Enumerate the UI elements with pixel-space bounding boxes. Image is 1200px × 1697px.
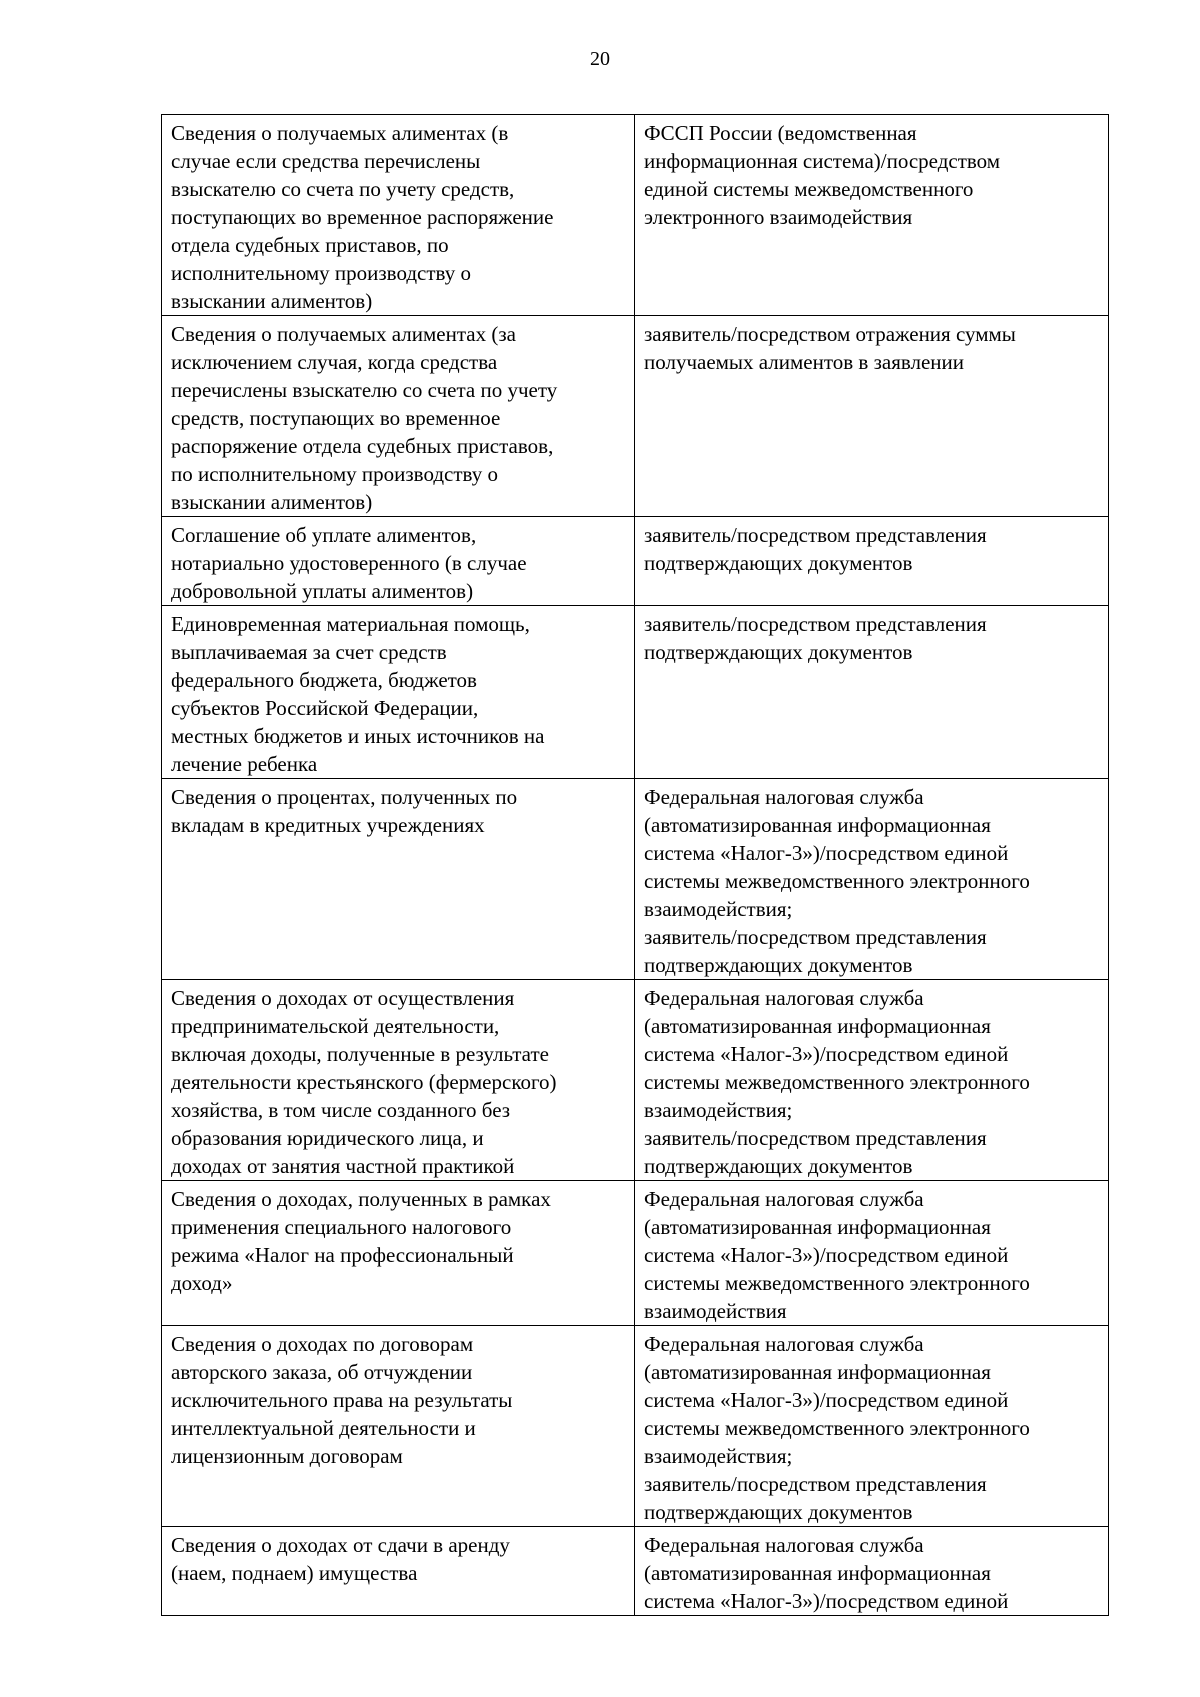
document-cell: Соглашение об уплате алиментов, нотариально удостоверенного (в случае добровольной уплаты алиментов): [162, 517, 635, 606]
document-cell: Сведения о процентах, полученных по вкладам в кредитных учреждениях: [162, 779, 635, 980]
source-cell: Федеральная налоговая служба (автоматизированная информационная система «Налог-3»)/посредством единой системы межведомственного электронного взаимодействия; заявитель/посредством представления подтверждающих документов: [635, 1326, 1109, 1527]
document-cell: Единовременная материальная помощь, выплачиваемая за счет средств федерального бюджета, бюджетов субъектов Российской Федерации, местных бюджетов и иных источников на лечение ребенка: [162, 606, 635, 779]
source-cell: Федеральная налоговая служба (автоматизированная информационная система «Налог-3»)/посредством единой: [635, 1527, 1109, 1616]
document-cell: Сведения о доходах от сдачи в аренду (наем, поднаем) имущества: [162, 1527, 635, 1616]
page-number: 20: [590, 48, 610, 70]
table-row: [162, 1527, 1109, 1616]
source-cell: заявитель/посредством представления подтверждающих документов: [635, 517, 1109, 606]
source-cell: Федеральная налоговая служба (автоматизированная информационная система «Налог-3»)/посредством единой системы межведомственного электронного взаимодействия: [635, 1181, 1109, 1326]
table-row: [162, 779, 1109, 980]
source-cell: ФССП России (ведомственная информационная система)/посредством единой системы межведомственного электронного взаимодействия: [635, 115, 1109, 316]
document-cell: Сведения о доходах, полученных в рамках применения специального налогового режима «Налог на профессиональный доход»: [162, 1181, 635, 1326]
table-row: [162, 517, 1109, 606]
table-row: [162, 606, 1109, 779]
table-row: [162, 1326, 1109, 1527]
documents-sources-table: [161, 114, 1109, 1616]
table-row: [162, 115, 1109, 316]
source-cell: заявитель/посредством отражения суммы получаемых алиментов в заявлении: [635, 316, 1109, 517]
document-cell: Сведения о получаемых алиментах (за исключением случая, когда средства перечислены взыскателю со счета по учету средств, поступающих во временное распоряжение отдела судебных приставов, по исполнительному производству о взыскании алиментов): [162, 316, 635, 517]
document-cell: Сведения о получаемых алиментах (в случае если средства перечислены взыскателю со счета по учету средств, поступающих во временное распоряжение отдела судебных приставов, по исполнительному производству о взыскании алиментов): [162, 115, 635, 316]
source-cell: заявитель/посредством представления подтверждающих документов: [635, 606, 1109, 779]
document-cell: Сведения о доходах по договорам авторского заказа, об отчуждении исключительного права на результаты интеллектуальной деятельности и лицензионным договорам: [162, 1326, 635, 1527]
source-cell: Федеральная налоговая служба (автоматизированная информационная система «Налог-3»)/посредством единой системы межведомственного электронного взаимодействия; заявитель/посредством представления подтверждающих документов: [635, 779, 1109, 980]
table-row: [162, 1181, 1109, 1326]
table-row: [162, 980, 1109, 1181]
document-cell: Сведения о доходах от осуществления предпринимательской деятельности, включая доходы, полученные в результате деятельности крестьянского (фермерского) хозяйства, в том числе созданного без образования юридического лица, и доходах от занятия частной практикой: [162, 980, 635, 1181]
table-row: [162, 316, 1109, 517]
source-cell: Федеральная налоговая служба (автоматизированная информационная система «Налог-3»)/посредством единой системы межведомственного электронного взаимодействия; заявитель/посредством представления подтверждающих документов: [635, 980, 1109, 1181]
